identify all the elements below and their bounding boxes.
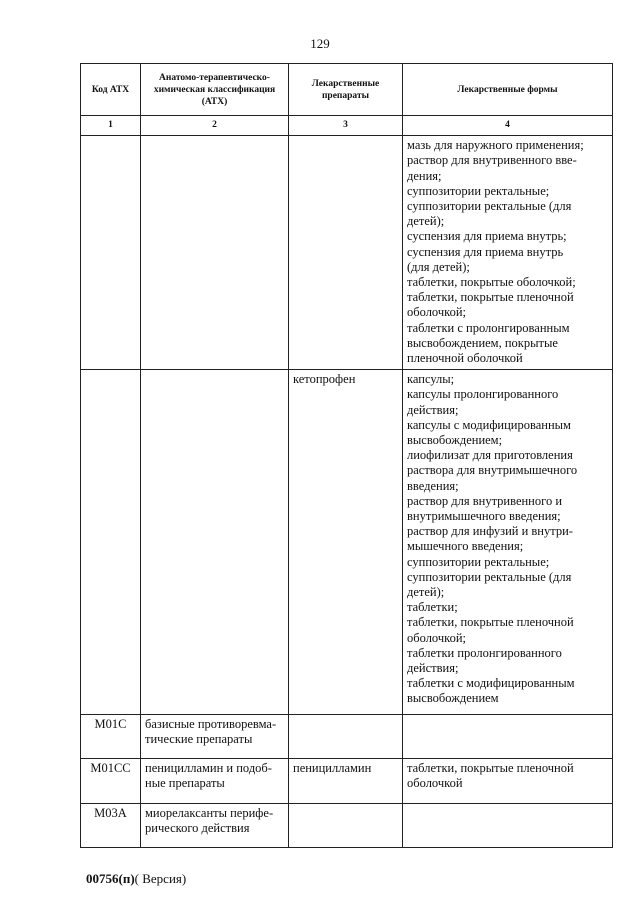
form-line: таблетки, покрытые пленочной: [407, 290, 574, 305]
row-code: [81, 370, 141, 715]
row-drug: [289, 804, 403, 848]
row-code: М01СС: [81, 759, 141, 804]
row-classification: миорелаксанты перифе-рического действия: [141, 804, 289, 848]
row-forms: [403, 759, 613, 804]
form-line: внутримышечного введения;: [407, 509, 561, 524]
form-line: раствор для внутривенного и: [407, 493, 563, 508]
document-code: 00756(п): [86, 871, 135, 886]
form-line: высвобождением, покрытые: [407, 335, 558, 350]
form-line: суппозитории ректальные;: [407, 554, 550, 569]
row-drug: кетопрофен: [289, 370, 403, 715]
header-forms: Лекарственные формы: [403, 64, 613, 116]
header-classification: Анатомо-терапевтическо-химическая классификация (АТХ): [141, 64, 289, 116]
row-forms: [403, 715, 613, 759]
form-line: детей);: [407, 214, 445, 229]
document-footer: [86, 871, 186, 887]
form-line: оболочкой: [407, 776, 463, 791]
form-line: введения;: [407, 478, 459, 493]
form-line: раствор для внутривенного вве-: [407, 153, 577, 168]
row-classification: базисные противоревма-тические препараты: [141, 715, 289, 759]
form-line: капсулы с модифицированным: [407, 417, 571, 432]
form-line: капсулы пролонгированного: [407, 387, 559, 402]
form-line: таблетки с модифицированным: [407, 676, 575, 691]
form-line: суспензия для приема внутрь: [407, 244, 564, 259]
row-forms: [403, 370, 613, 715]
row-drug: пеницилламин: [289, 759, 403, 804]
column-number: 3: [289, 116, 403, 136]
form-line: суппозитории ректальные (для: [407, 569, 572, 584]
row-code: [81, 136, 141, 370]
form-line: действия;: [407, 402, 459, 417]
form-line: суспензия для приема внутрь;: [407, 229, 567, 244]
form-line: таблетки, покрытые оболочкой;: [407, 275, 576, 290]
header-drugs: Лекарственные препараты: [289, 64, 403, 116]
form-line: высвобождением: [407, 691, 499, 706]
form-line: суппозитории ректальные (для: [407, 199, 572, 214]
form-line: действия;: [407, 661, 459, 676]
column-number: 4: [403, 116, 613, 136]
header-code: Код АТХ: [81, 64, 141, 116]
table-row: [81, 370, 613, 715]
form-line: капсулы;: [407, 372, 455, 387]
form-line: дения;: [407, 168, 442, 183]
form-line: таблетки, покрытые пленочной: [407, 615, 574, 630]
row-classification: [141, 370, 289, 715]
form-line: раствора для внутримышечного: [407, 463, 578, 478]
form-line: таблетки, покрытые пленочной: [407, 761, 574, 776]
form-line: таблетки пролонгированного: [407, 645, 562, 660]
table-row: [81, 136, 613, 370]
form-line: пленочной оболочкой: [407, 351, 523, 366]
row-code: М03А: [81, 804, 141, 848]
document-version-label: ( Версия): [134, 871, 187, 886]
column-number-row: [81, 116, 613, 136]
row-drug: [289, 715, 403, 759]
form-line: таблетки с пролонгированным: [407, 320, 570, 335]
form-line: лиофилизат для приготовления: [407, 448, 573, 463]
form-line: суппозитории ректальные;: [407, 183, 550, 198]
row-code: М01С: [81, 715, 141, 759]
atx-table: [80, 63, 613, 848]
form-line: высвобождением;: [407, 433, 503, 448]
form-line: таблетки;: [407, 600, 458, 615]
column-number: 2: [141, 116, 289, 136]
form-line: мазь для наружного применения;: [407, 138, 584, 153]
table-header-row: [81, 64, 613, 116]
table-row: [81, 804, 613, 848]
form-line: оболочкой;: [407, 630, 466, 645]
form-line: оболочкой;: [407, 305, 466, 320]
row-forms: [403, 804, 613, 848]
form-line: раствор для инфузий и внутри-: [407, 524, 573, 539]
row-classification: [141, 136, 289, 370]
form-line: детей);: [407, 585, 445, 600]
page-number: 129: [310, 36, 330, 51]
form-line: (для детей);: [407, 259, 470, 274]
column-number: 1: [81, 116, 141, 136]
row-drug: [289, 136, 403, 370]
row-forms: [403, 136, 613, 370]
form-line: мышечного введения;: [407, 539, 524, 554]
table-row: [81, 715, 613, 759]
row-classification: пеницилламин и подоб-ные препараты: [141, 759, 289, 804]
table-row: [81, 759, 613, 804]
